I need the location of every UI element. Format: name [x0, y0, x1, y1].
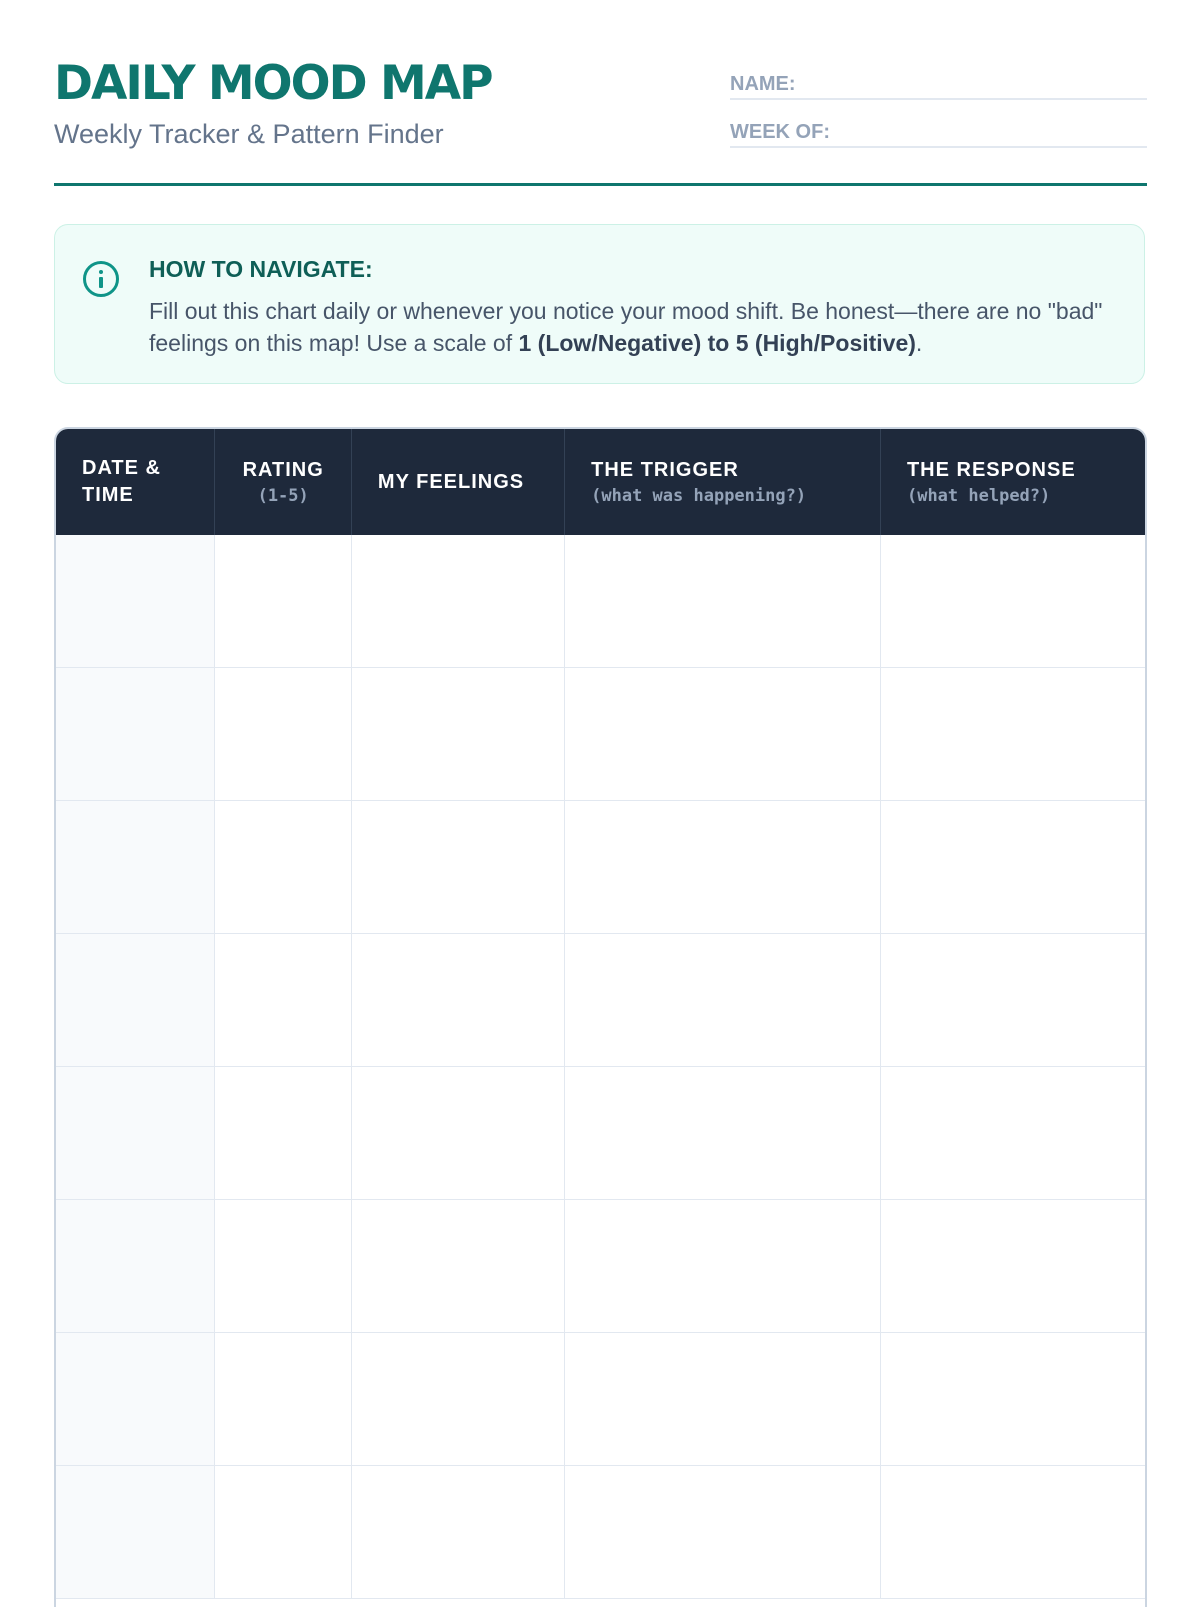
- page-header: [54, 0, 1147, 186]
- cell-feelings[interactable]: [352, 668, 565, 800]
- cell-date-time[interactable]: [56, 1466, 215, 1598]
- table-row: [56, 668, 1145, 801]
- cell-feelings[interactable]: [352, 535, 565, 667]
- table-row: [56, 535, 1145, 668]
- cell-response[interactable]: [881, 1067, 1145, 1199]
- cell-response[interactable]: [881, 668, 1145, 800]
- column-header-sublabel: (what helped?): [906, 485, 1051, 506]
- cell-rating[interactable]: [215, 1466, 352, 1598]
- cell-rating[interactable]: [215, 535, 352, 667]
- cell-rating[interactable]: [215, 1067, 352, 1199]
- page-title: DAILY MOOD MAP: [54, 56, 492, 111]
- cell-trigger[interactable]: [565, 801, 881, 933]
- cell-feelings[interactable]: [352, 1067, 565, 1199]
- column-header-rating: [215, 429, 351, 535]
- cell-feelings[interactable]: [352, 934, 565, 1066]
- table-row: [56, 1067, 1145, 1200]
- column-header-label: DATE &: [82, 457, 161, 479]
- column-header-feelings: [352, 429, 565, 535]
- name-field[interactable]: [730, 70, 1147, 100]
- week-of-field[interactable]: [730, 118, 1147, 148]
- cell-rating[interactable]: [215, 934, 352, 1066]
- cell-trigger[interactable]: [565, 535, 881, 667]
- instructions-box: [54, 224, 1145, 384]
- table-row: [56, 934, 1145, 1067]
- column-header-trigger: [565, 429, 881, 535]
- column-header-response: [881, 429, 1145, 535]
- instructions-text-end: .: [915, 330, 923, 356]
- column-header-label: THE RESPONSE: [906, 458, 1076, 481]
- cell-trigger[interactable]: [565, 1466, 881, 1598]
- cell-date-time[interactable]: [56, 1333, 215, 1465]
- cell-date-time[interactable]: [56, 668, 215, 800]
- column-header-label: RATING: [242, 458, 324, 481]
- instructions-text-start: Fill out this chart daily or whenever you notice your mood shift. Be honest—there are no "bad" feelings on this map! Use a scale of: [149, 298, 1103, 356]
- cell-feelings[interactable]: [352, 1466, 565, 1598]
- instructions-text: [149, 295, 1119, 359]
- cell-trigger[interactable]: [565, 1067, 881, 1199]
- cell-response[interactable]: [881, 1466, 1145, 1598]
- cell-response[interactable]: [881, 801, 1145, 933]
- info-icon: [83, 261, 119, 297]
- cell-date-time[interactable]: [56, 1200, 215, 1332]
- cell-response[interactable]: [881, 535, 1145, 667]
- cell-date-time[interactable]: [56, 801, 215, 933]
- column-header-sublabel: (what was happening?): [591, 485, 807, 506]
- column-header-label: MY FEELINGS: [377, 470, 525, 493]
- cell-trigger[interactable]: [565, 668, 881, 800]
- rating-scale-text: 1 (Low/Negative) to 5 (High/Positive): [518, 330, 916, 356]
- cell-response[interactable]: [881, 1200, 1145, 1332]
- column-header-label: THE TRIGGER: [591, 458, 739, 481]
- cell-date-time[interactable]: [56, 535, 215, 667]
- cell-date-time[interactable]: [56, 934, 215, 1066]
- table-row: [56, 1200, 1145, 1333]
- column-header-label-line2: TIME: [82, 484, 134, 506]
- week-of-label: WEEK OF:: [730, 121, 830, 143]
- column-header-date-time: [56, 429, 215, 535]
- cell-trigger[interactable]: [565, 1333, 881, 1465]
- cell-trigger[interactable]: [565, 1200, 881, 1332]
- cell-rating[interactable]: [215, 668, 352, 800]
- page-subtitle: Weekly Tracker & Pattern Finder: [54, 119, 444, 149]
- cell-response[interactable]: [881, 1333, 1145, 1465]
- table-header: [56, 429, 1145, 535]
- cell-rating[interactable]: [215, 801, 352, 933]
- column-header-sublabel: (1-5): [257, 485, 309, 506]
- mood-map-page: [54, 0, 1147, 506]
- table-row: [56, 1466, 1145, 1599]
- cell-date-time[interactable]: [56, 1067, 215, 1199]
- cell-response[interactable]: [881, 934, 1145, 1066]
- cell-trigger[interactable]: [565, 934, 881, 1066]
- table-row: [56, 1333, 1145, 1466]
- instructions-title: HOW TO NAVIGATE:: [149, 256, 373, 282]
- table-row: [56, 801, 1145, 934]
- cell-feelings[interactable]: [352, 801, 565, 933]
- cell-feelings[interactable]: [352, 1200, 565, 1332]
- mood-table: [54, 427, 1147, 1607]
- cell-rating[interactable]: [215, 1200, 352, 1332]
- table-body: [56, 535, 1145, 1599]
- name-label: NAME:: [730, 73, 796, 95]
- cell-rating[interactable]: [215, 1333, 352, 1465]
- cell-feelings[interactable]: [352, 1333, 565, 1465]
